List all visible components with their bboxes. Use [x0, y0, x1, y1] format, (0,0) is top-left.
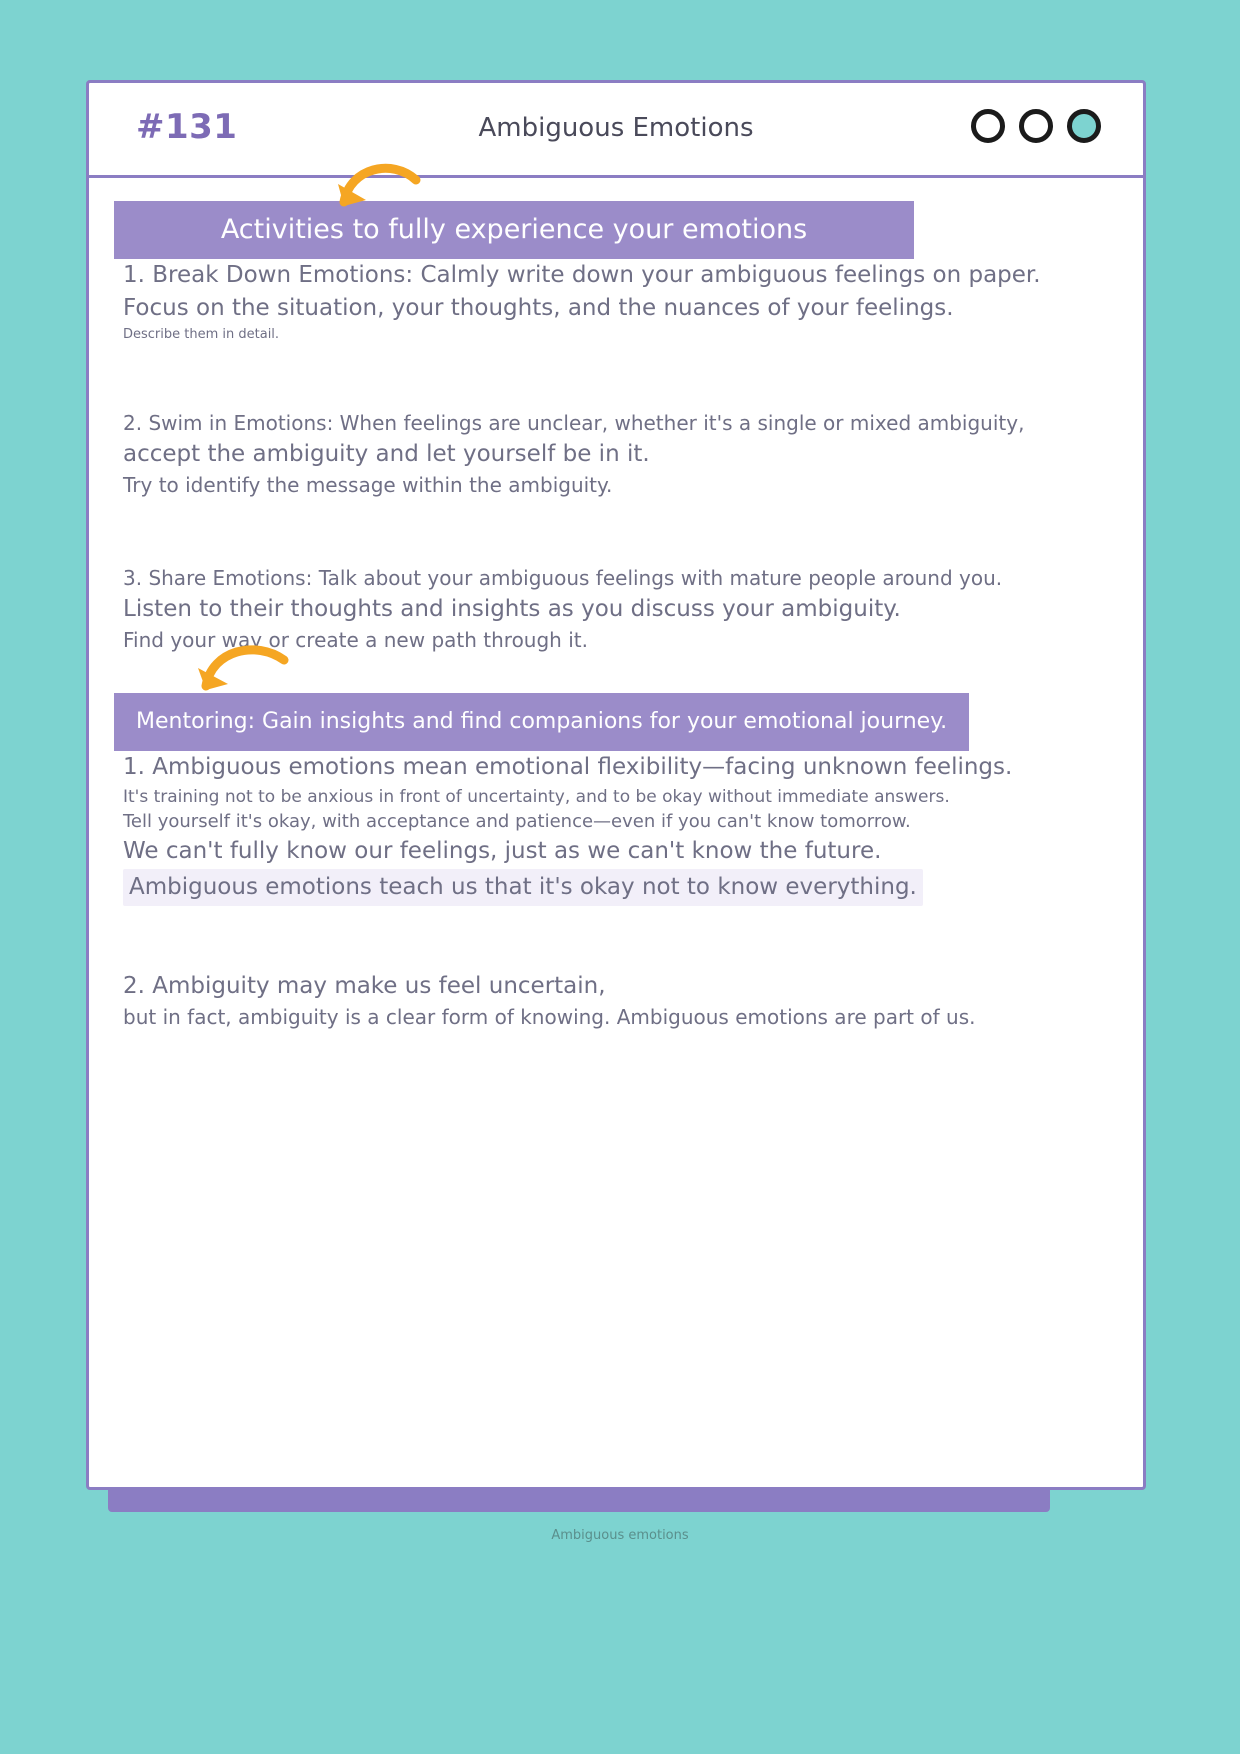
document-card: [86, 80, 1146, 1490]
paragraph: Listen to their thoughts and insights as you discuss your ambiguity.: [123, 595, 901, 622]
curved-arrow-icon: [334, 156, 424, 216]
paragraph: 2. Ambiguity may make us feel uncertain,: [123, 972, 606, 999]
paragraph: It's training not to be anxious in front of uncertainty, and to be okay without immediate answers.: [123, 786, 950, 807]
section-2-banner: Mentoring: Gain insights and find companions for your emotional journey.: [114, 693, 969, 751]
window-controls: [971, 109, 1101, 143]
paragraph: [123, 869, 1109, 906]
paragraph: Try to identify the message within the ambiguity.: [123, 472, 613, 497]
footer-caption: Ambiguous emotions: [551, 1528, 689, 1543]
paragraph: but in fact, ambiguity is a clear form of knowing. Ambiguous emotions are part of us.: [123, 1005, 976, 1030]
paragraph: 2. Swim in Emotions: When feelings are unclear, whether it's a single or mixed ambiguity,: [123, 410, 1025, 435]
section-1-banner: Activities to fully experience your emotions: [114, 201, 914, 259]
window-dot-hollow-icon[interactable]: [1019, 109, 1053, 143]
paragraph: Tell yourself it's okay, with acceptance and patience—even if you can't know tomorrow.: [123, 811, 911, 833]
curved-arrow-icon: [194, 638, 294, 700]
window-dot-hollow-icon[interactable]: [971, 109, 1005, 143]
window-dot-filled-icon[interactable]: [1067, 109, 1101, 143]
paragraph: 1. Break Down Emotions: Calmly write down your ambiguous feelings on paper.: [123, 262, 1041, 288]
highlighted-text: Ambiguous emotions teach us that it's okay not to know everything.: [123, 869, 923, 906]
paragraph: 3. Share Emotions: Talk about your ambiguous feelings with mature people around you.: [123, 565, 1003, 590]
paragraph: Describe them in detail.: [123, 326, 280, 342]
document-content: [89, 201, 1143, 1032]
paragraph: 1. Ambiguous emotions mean emotional flexibility—facing unknown feelings.: [123, 754, 1013, 781]
paragraph: Find your way or create a new path through it.: [123, 628, 588, 653]
page-title: Ambiguous Emotions: [478, 113, 754, 143]
section-2-body: [89, 751, 1143, 1032]
window-titlebar: [89, 83, 1143, 178]
paragraph: accept the ambiguity and let yourself be in it.: [123, 440, 650, 467]
paragraph: Focus on the situation, your thoughts, and the nuances of your feelings.: [123, 295, 954, 322]
page-number: #131: [136, 107, 238, 147]
section-1-body: [89, 259, 1143, 655]
paragraph: We can't fully know our feelings, just as we can't know the future.: [123, 838, 882, 865]
